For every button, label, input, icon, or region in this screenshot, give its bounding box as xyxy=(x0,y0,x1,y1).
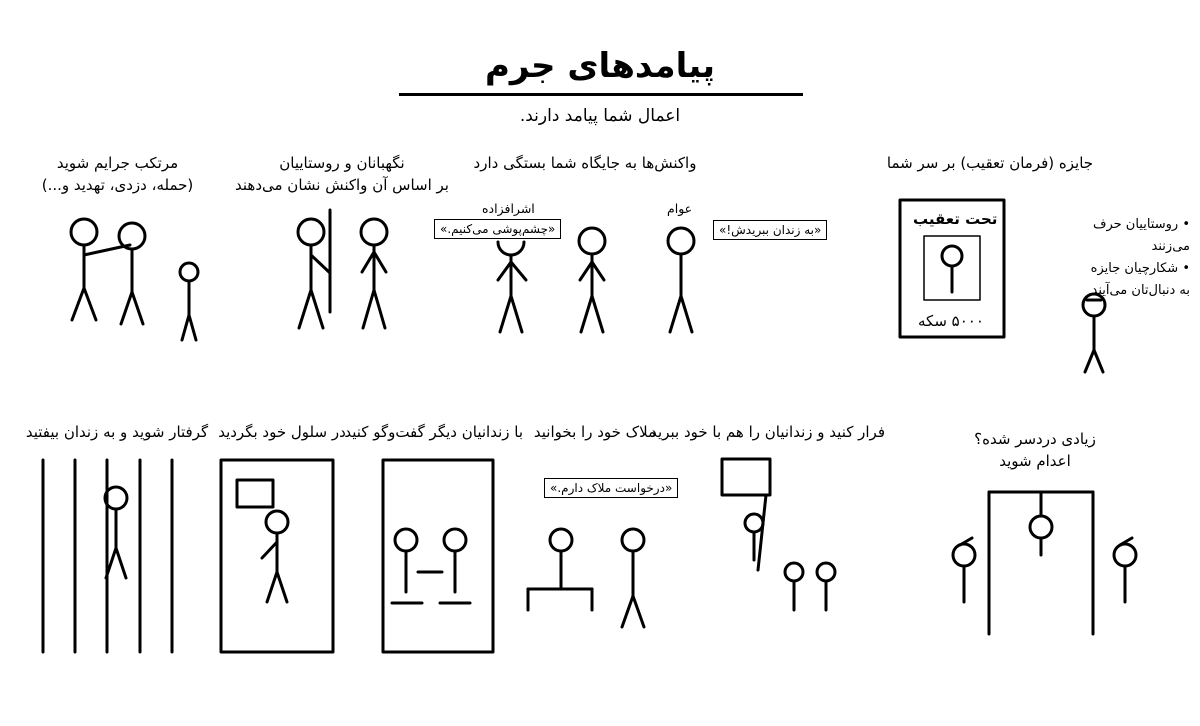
commoner-label: عوام xyxy=(667,201,693,216)
crime-scene xyxy=(71,219,198,340)
page-title: پیامدهای جرم xyxy=(484,46,715,86)
crimes-caption-line1: مرتکب جرایم شوید xyxy=(56,154,179,172)
status-scene xyxy=(498,228,694,332)
guard-figure xyxy=(298,210,330,328)
guard-figure-2 xyxy=(579,228,605,332)
jail-caption: گرفتار شوید و به زندان بیفتید xyxy=(25,423,209,441)
status-caption: واکنش‌ها به جایگاه شما بستگی دارد xyxy=(473,154,697,172)
cell-window xyxy=(237,480,273,507)
attacker-figure xyxy=(71,219,130,320)
bounty-bullet-3: به دنبال‌تان می‌آیند xyxy=(1091,283,1190,298)
execute-caption-line1: زیادی دردسر شده؟ xyxy=(974,430,1096,448)
guards-caption-line2: بر اساس آن واکنش نشان می‌دهند xyxy=(235,176,449,194)
page-subtitle: اعمال شما پیامد دارند. xyxy=(519,106,681,126)
cell-scene xyxy=(221,460,333,652)
execute-caption-line2: اعدام شوید xyxy=(999,452,1071,470)
noble-label: اشرافزاده xyxy=(482,201,535,216)
visit-caption: ملاک خود را بخوانید xyxy=(533,423,657,441)
talk-scene xyxy=(383,460,493,652)
visit-scene xyxy=(528,529,644,627)
talk-caption: با زندانیان دیگر گفت‌وگو کنید xyxy=(344,423,523,441)
bounty-hunter-figure xyxy=(1083,294,1105,372)
child-figure xyxy=(180,263,198,340)
bounty-scene xyxy=(900,200,1105,372)
escape-window xyxy=(722,459,770,495)
commoner-speech-bubble: «به زندان ببریدش!» xyxy=(713,220,827,240)
wanted-poster-price: ۵۰۰۰ سکه xyxy=(918,312,984,330)
escape-caption: فرار کنید و زندانیان را هم با خود ببرید xyxy=(650,423,885,441)
owner-figure xyxy=(622,529,644,627)
cell-caption: در سلول خود بگردید xyxy=(218,423,346,441)
victim-figure xyxy=(119,223,145,324)
execute-scene xyxy=(953,492,1136,634)
noble-figure xyxy=(498,242,526,332)
jail-scene xyxy=(43,460,172,652)
bounty-caption: جایزه (فرمان تعقیب) بر سر شما xyxy=(886,154,1094,172)
escape-scene xyxy=(722,459,835,610)
commoner-figure xyxy=(668,228,694,332)
guards-caption-line1: نگهبانان و روستاییان xyxy=(279,154,405,172)
wanted-poster-title: تحت تعقیب xyxy=(913,210,998,228)
guards-scene xyxy=(298,210,387,328)
villager-figure xyxy=(361,219,387,328)
searching-prisoner-figure xyxy=(262,511,288,602)
talk-cell-room xyxy=(383,460,493,652)
bounty-bullet-2: • شکارچیان جایزه xyxy=(1090,261,1190,276)
crimes-caption-line2: (حمله، دزدی، تهدید و...) xyxy=(41,176,194,194)
visit-speech-bubble: «درخواست ملاک دارم.» xyxy=(544,478,678,498)
noble-speech-bubble: «چشم‌پوشی می‌کنیم.» xyxy=(434,219,561,239)
bounty-bullet-1: • روستاییان حرف می‌زنند xyxy=(1092,217,1190,254)
